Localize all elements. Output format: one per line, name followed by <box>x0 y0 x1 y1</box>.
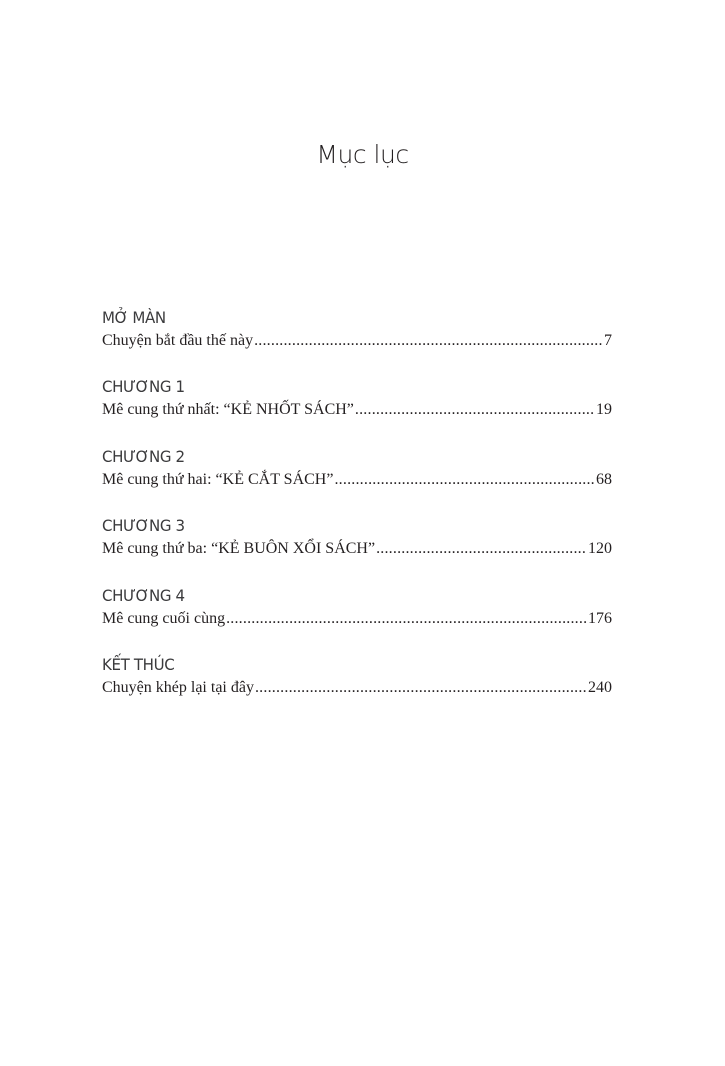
section-heading: CHƯƠNG 4 <box>102 585 185 605</box>
page-number: 68 <box>596 470 612 488</box>
toc-section-chapter-3 <box>102 514 612 583</box>
toc-section-ending <box>102 653 612 722</box>
page-number: 7 <box>604 332 612 349</box>
page-number: 19 <box>596 401 612 419</box>
toc-entry[interactable] <box>102 469 612 491</box>
toc-section-chapter-4 <box>102 584 612 653</box>
dot-leader <box>376 538 587 560</box>
entry-title: Chuyện khép lại tại đây <box>102 678 254 696</box>
toc-section-chapter-2 <box>102 445 612 514</box>
section-heading: CHƯƠNG 2 <box>102 446 185 466</box>
entry-title: Mê cung thứ hai: “KẺ CẮT SÁCH” <box>102 470 334 488</box>
toc-entry[interactable] <box>102 399 612 421</box>
toc-section-opening <box>102 306 612 375</box>
table-of-contents <box>102 306 612 722</box>
toc-entry[interactable] <box>102 608 612 630</box>
toc-entry[interactable] <box>102 538 612 560</box>
section-heading: CHƯƠNG 1 <box>102 377 185 397</box>
page-number: 176 <box>588 609 612 627</box>
entry-title: Mê cung thứ ba: “KẺ BUÔN XỔI SÁCH” <box>102 540 376 558</box>
section-heading: MỞ MÀN <box>102 308 166 327</box>
page-title: Mục lục <box>316 140 409 169</box>
section-heading: CHƯƠNG 3 <box>102 516 185 536</box>
toc-entry[interactable] <box>102 677 612 699</box>
entry-title: Chuyện bắt đầu thế này <box>102 332 254 349</box>
dot-leader <box>355 399 595 421</box>
entry-title: Mê cung cuối cùng <box>102 609 226 627</box>
section-heading: KẾT THÚC <box>102 654 175 674</box>
toc-section-chapter-1 <box>102 375 612 444</box>
dot-leader <box>254 330 603 352</box>
dot-leader <box>334 469 595 491</box>
page-number: 240 <box>588 678 612 696</box>
dot-leader <box>226 608 587 630</box>
entry-title: Mê cung thứ nhất: “KẺ NHỐT SÁCH” <box>102 401 354 419</box>
page-number: 120 <box>588 540 612 558</box>
dot-leader <box>255 677 587 699</box>
toc-entry[interactable] <box>102 330 612 352</box>
